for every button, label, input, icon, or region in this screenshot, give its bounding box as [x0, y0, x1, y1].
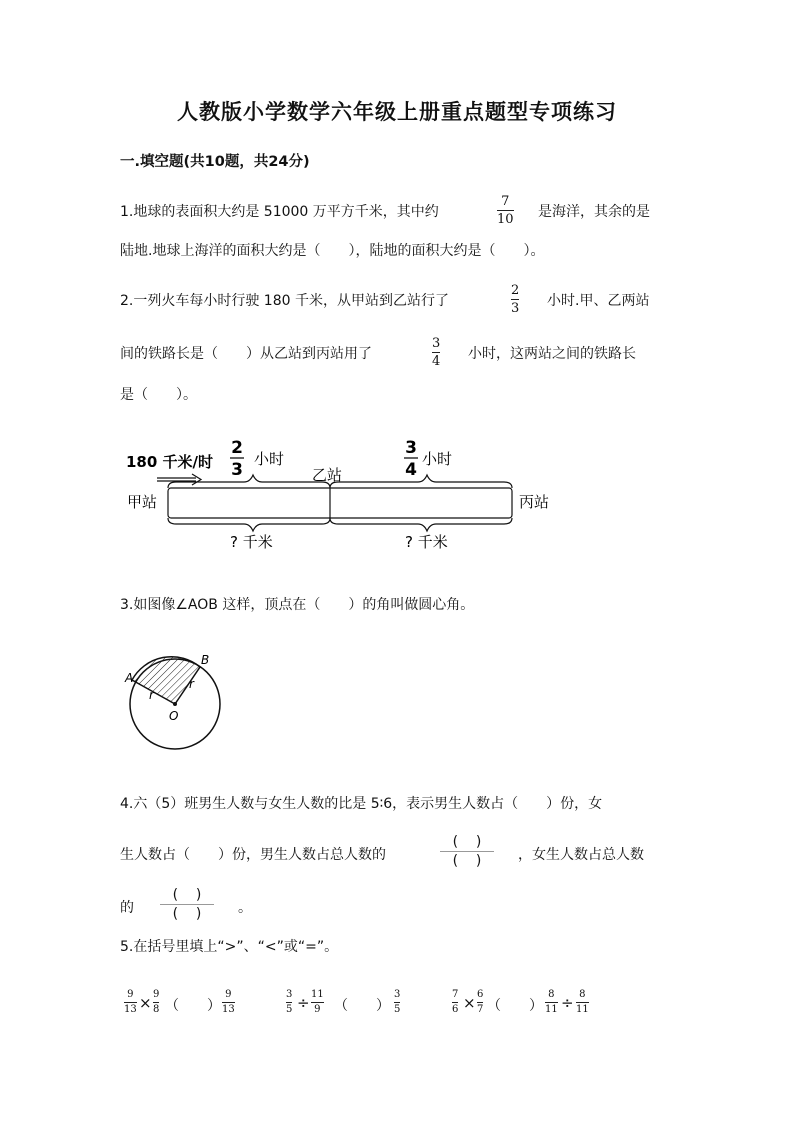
q2-line2a: 间的铁路长是（ ）从乙站到丙站用了 — [120, 346, 372, 362]
q5-1-frac-b — [153, 990, 159, 1015]
fraction-numerator: 3 — [286, 989, 293, 1000]
fraction-denominator: 5 — [286, 1004, 293, 1015]
q5-1-frac-c — [222, 990, 235, 1015]
q4-line2b: ，女生人数占总人数 — [518, 847, 644, 863]
fraction-denominator: 7 — [477, 1004, 484, 1015]
q5-3-frac-d — [576, 990, 589, 1015]
point-b-label: B — [201, 653, 210, 667]
q5-2-frac-c — [394, 990, 400, 1015]
speed-label: 180 千米/时 — [126, 453, 214, 471]
brace-distance1 — [168, 518, 330, 531]
fraction-denominator: 13 — [124, 1004, 137, 1015]
q1-line1a: 1.地球的表面积大约是 51000 万平方千米，其中约 — [120, 204, 439, 220]
fraction-bar — [576, 1002, 589, 1003]
unknown-distance1: ? 千米 — [230, 533, 273, 551]
q1-line2: 陆地.地球上海洋的面积大约是（ ），陆地的面积大约是（ ）。 — [120, 243, 545, 259]
q5-2-frac-a — [286, 990, 292, 1015]
fraction-numerator: 6 — [477, 989, 484, 1000]
q2-fraction2 — [432, 337, 440, 368]
comparison-blank[interactable]: （ ） — [487, 998, 543, 1014]
q4-blank-fraction2[interactable] — [160, 888, 214, 921]
fraction-bar — [440, 851, 494, 852]
q4-line3b: 。 — [238, 900, 252, 916]
multiply-operator: × — [139, 994, 152, 1012]
brace-time1 — [168, 475, 330, 488]
q4-blank-fraction1[interactable] — [440, 835, 494, 868]
fraction-bar — [394, 1002, 400, 1003]
fraction-bar — [222, 1002, 235, 1003]
fraction-bar — [511, 299, 519, 300]
q5-3-frac-b — [477, 990, 483, 1015]
comparison-blank[interactable]: （ ） — [165, 998, 221, 1014]
fraction-denominator: 6 — [452, 1004, 459, 1015]
fraction-numerator-blank[interactable]: ( ) — [452, 834, 482, 850]
q3-text: 3.如图像∠AOB 这样，顶点在（ ）的角叫做圆心角。 — [120, 597, 475, 613]
q1-fraction — [497, 195, 514, 226]
q4-line1: 4.六（5）班男生人数与女生人数的比是 5∶6，表示男生人数占（ ）份，女 — [120, 796, 603, 812]
q2-line3: 是（ ）。 — [120, 387, 197, 403]
divide-operator: ÷ — [561, 994, 574, 1012]
fraction-numerator-blank[interactable]: ( ) — [172, 887, 202, 903]
fraction-denominator-blank[interactable]: ( ) — [452, 853, 482, 869]
page-title: 人教版小学数学六年级上册重点题型专项练习 — [177, 99, 617, 124]
fraction-denominator-blank[interactable]: ( ) — [172, 906, 202, 922]
train-distance-diagram — [0, 430, 794, 560]
station-a-label: 甲站 — [127, 493, 158, 511]
station-b-label: 乙站 — [312, 466, 343, 484]
q5-3-frac-c — [545, 990, 558, 1015]
q5-2-frac-b — [311, 990, 324, 1015]
fraction-numerator: 7 — [501, 194, 510, 209]
fraction-denominator: 8 — [153, 1004, 160, 1015]
q2-line1b: 小时.甲、乙两站 — [547, 293, 650, 309]
fraction-numerator: 9 — [153, 989, 160, 1000]
fraction-denominator: 4 — [432, 354, 441, 369]
point-a-label: A — [125, 671, 134, 685]
fraction-denominator: 13 — [222, 1004, 235, 1015]
diagram-hours2: 小时 — [422, 450, 453, 468]
fraction-bar — [311, 1002, 324, 1003]
fraction-bar — [286, 1002, 292, 1003]
fraction-denominator: 11 — [545, 1004, 558, 1015]
fraction-bar — [432, 352, 440, 353]
fraction-bar — [545, 1002, 558, 1003]
point-o-label: O — [169, 709, 179, 723]
diagram-frac1-num: 2 — [231, 438, 243, 458]
q2-line1a: 2.一列火车每小时行驶 180 千米，从甲站到乙站行了 — [120, 293, 449, 309]
q2-line2b: 小时，这两站之间的铁路长 — [468, 346, 636, 362]
q5-1-frac-a — [124, 990, 137, 1015]
central-angle-figure — [118, 648, 228, 753]
fraction-bar — [497, 210, 514, 211]
brace-time2 — [330, 475, 512, 488]
fraction-bar — [153, 1002, 159, 1003]
unknown-distance2: ? 千米 — [405, 533, 448, 551]
fraction-numerator: 3 — [394, 989, 401, 1000]
fraction-bar — [124, 1002, 137, 1003]
fraction-bar — [160, 904, 214, 905]
fraction-bar — [452, 1002, 458, 1003]
fraction-numerator: 9 — [127, 989, 134, 1000]
radius-label-1: r — [149, 688, 154, 702]
q4-line3a: 的 — [120, 900, 134, 916]
brace-distance2 — [330, 518, 512, 531]
fraction-denominator: 9 — [314, 1004, 321, 1015]
diagram-frac1-den: 3 — [231, 460, 243, 480]
diagram-frac2-num: 3 — [405, 438, 417, 458]
divide-operator: ÷ — [297, 994, 310, 1012]
station-c-label: 丙站 — [519, 493, 550, 511]
fraction-numerator: 2 — [511, 283, 520, 298]
fraction-bar — [477, 1002, 483, 1003]
speed-arrow — [157, 474, 201, 485]
comparison-blank[interactable]: （ ） — [334, 998, 390, 1014]
track-bar — [168, 488, 512, 518]
fraction-denominator: 10 — [497, 212, 514, 227]
center-point — [173, 702, 177, 706]
fraction-numerator: 8 — [548, 989, 555, 1000]
q1-line1b: 是海洋，其余的是 — [538, 204, 650, 220]
section-heading: 一.填空题(共10题，共24分) — [120, 154, 310, 170]
fraction-denominator: 11 — [576, 1004, 589, 1015]
fraction-numerator: 9 — [225, 989, 232, 1000]
fraction-denominator: 3 — [511, 301, 520, 316]
multiply-operator: × — [463, 994, 476, 1012]
fraction-numerator: 11 — [311, 989, 324, 1000]
q4-line2a: 生人数占（ ）份，男生人数占总人数的 — [120, 847, 386, 863]
diagram-frac2-den: 4 — [405, 460, 417, 480]
q5-text: 5.在括号里填上“>”、“<”或“=”。 — [120, 939, 339, 955]
radius-label-2: r — [189, 677, 194, 691]
fraction-numerator: 3 — [432, 336, 441, 351]
diagram-hours1: 小时 — [254, 450, 285, 468]
fraction-denominator: 5 — [394, 1004, 401, 1015]
fraction-numerator: 8 — [579, 989, 586, 1000]
q2-fraction1 — [511, 284, 519, 315]
q5-3-frac-a — [452, 990, 458, 1015]
fraction-numerator: 7 — [452, 989, 459, 1000]
